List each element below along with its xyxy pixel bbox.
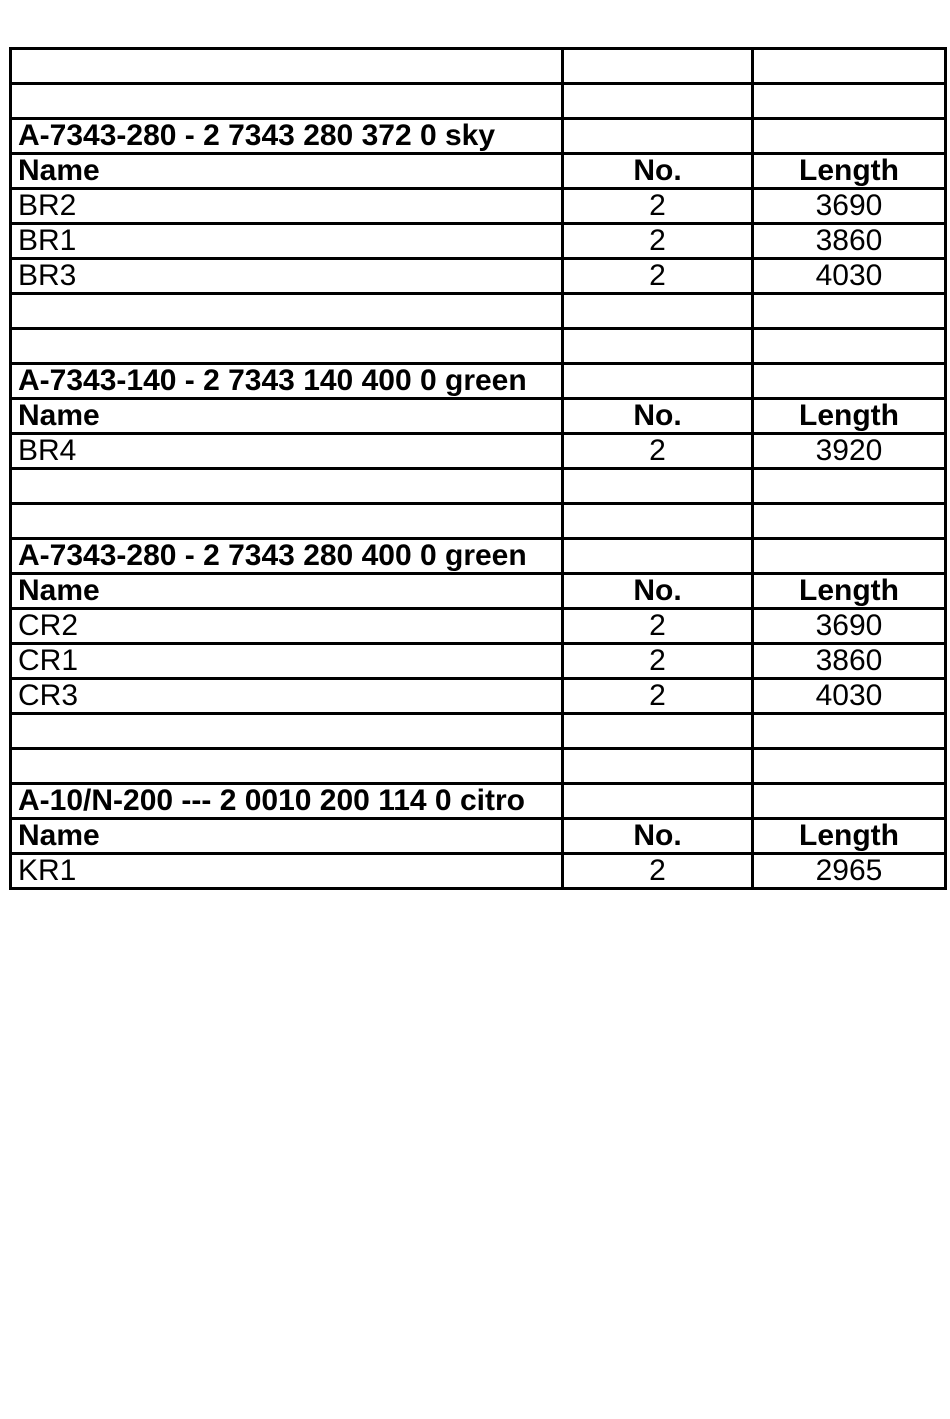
count-header-cell[interactable]: No. [563,154,753,189]
name-cell[interactable]: CR2 [11,609,563,644]
empty-cell[interactable] [11,504,563,539]
name-header-cell[interactable]: Name [11,154,563,189]
name-header-cell[interactable]: Name [11,819,563,854]
count-header-cell[interactable]: No. [563,574,753,609]
table-row [11,854,946,889]
count-cell[interactable]: 2 [563,224,753,259]
empty-cell[interactable] [563,329,753,364]
length-cell[interactable]: 3690 [753,189,946,224]
length-cell[interactable]: 3690 [753,609,946,644]
empty-cell[interactable] [11,749,563,784]
group-title-row [11,539,946,574]
empty-cell[interactable] [753,294,946,329]
empty-cell[interactable] [11,84,563,119]
length-header-cell[interactable]: Length [753,399,946,434]
group-title-cell[interactable]: A-7343-280 - 2 7343 280 372 0 sky [11,119,563,154]
length-header-cell[interactable]: Length [753,154,946,189]
length-cell[interactable]: 4030 [753,679,946,714]
empty-cell[interactable] [11,294,563,329]
group-title-cell[interactable]: A-7343-280 - 2 7343 280 400 0 green [11,539,563,574]
name-cell[interactable]: CR1 [11,644,563,679]
empty-cell[interactable] [563,84,753,119]
table-row [11,644,946,679]
empty-cell[interactable] [11,329,563,364]
blank-row [11,504,946,539]
empty-cell[interactable] [753,539,946,574]
table-row [11,224,946,259]
length-header-cell[interactable]: Length [753,574,946,609]
empty-cell[interactable] [753,784,946,819]
empty-cell[interactable] [563,119,753,154]
table-row [11,609,946,644]
column-header-row [11,819,946,854]
empty-cell[interactable] [563,749,753,784]
length-cell[interactable]: 3860 [753,224,946,259]
empty-cell[interactable] [563,49,753,84]
name-cell[interactable]: CR3 [11,679,563,714]
name-cell[interactable]: BR2 [11,189,563,224]
column-header-row [11,154,946,189]
empty-cell[interactable] [563,784,753,819]
length-header-cell[interactable]: Length [753,819,946,854]
empty-cell[interactable] [753,714,946,749]
empty-cell[interactable] [753,504,946,539]
count-header-cell[interactable]: No. [563,399,753,434]
count-header-cell[interactable]: No. [563,819,753,854]
blank-row [11,294,946,329]
column-header-row [11,574,946,609]
empty-cell[interactable] [753,364,946,399]
empty-cell[interactable] [753,329,946,364]
blank-row [11,84,946,119]
name-cell[interactable]: BR4 [11,434,563,469]
empty-cell[interactable] [563,714,753,749]
name-header-cell[interactable]: Name [11,574,563,609]
group-title-cell[interactable]: A-7343-140 - 2 7343 140 400 0 green [11,364,563,399]
length-cell[interactable]: 2965 [753,854,946,889]
group-title-row [11,119,946,154]
empty-cell[interactable] [11,714,563,749]
empty-cell[interactable] [753,749,946,784]
empty-cell[interactable] [753,49,946,84]
empty-cell[interactable] [753,84,946,119]
table-row [11,679,946,714]
empty-cell[interactable] [11,469,563,504]
empty-cell[interactable] [563,294,753,329]
name-cell[interactable]: KR1 [11,854,563,889]
group-title-cell[interactable]: A-10/N-200 --- 2 0010 200 114 0 citro [11,784,563,819]
blank-row [11,329,946,364]
blank-row [11,749,946,784]
empty-cell[interactable] [753,119,946,154]
table-row [11,434,946,469]
name-header-cell[interactable]: Name [11,399,563,434]
blank-row [11,469,946,504]
blank-row [11,714,946,749]
empty-cell[interactable] [753,469,946,504]
cut-list-table [9,47,947,890]
group-title-row [11,784,946,819]
length-cell[interactable]: 4030 [753,259,946,294]
group-title-row [11,364,946,399]
count-cell[interactable]: 2 [563,434,753,469]
count-cell[interactable]: 2 [563,189,753,224]
blank-row [11,49,946,84]
count-cell[interactable]: 2 [563,259,753,294]
table-row [11,259,946,294]
name-cell[interactable]: BR3 [11,259,563,294]
count-cell[interactable]: 2 [563,644,753,679]
length-cell[interactable]: 3920 [753,434,946,469]
empty-cell[interactable] [563,364,753,399]
cut-list-body [11,49,946,889]
length-cell[interactable]: 3860 [753,644,946,679]
count-cell[interactable]: 2 [563,854,753,889]
count-cell[interactable]: 2 [563,679,753,714]
count-cell[interactable]: 2 [563,609,753,644]
empty-cell[interactable] [563,469,753,504]
column-header-row [11,399,946,434]
empty-cell[interactable] [563,539,753,574]
empty-cell[interactable] [563,504,753,539]
table-row [11,189,946,224]
empty-cell[interactable] [11,49,563,84]
name-cell[interactable]: BR1 [11,224,563,259]
